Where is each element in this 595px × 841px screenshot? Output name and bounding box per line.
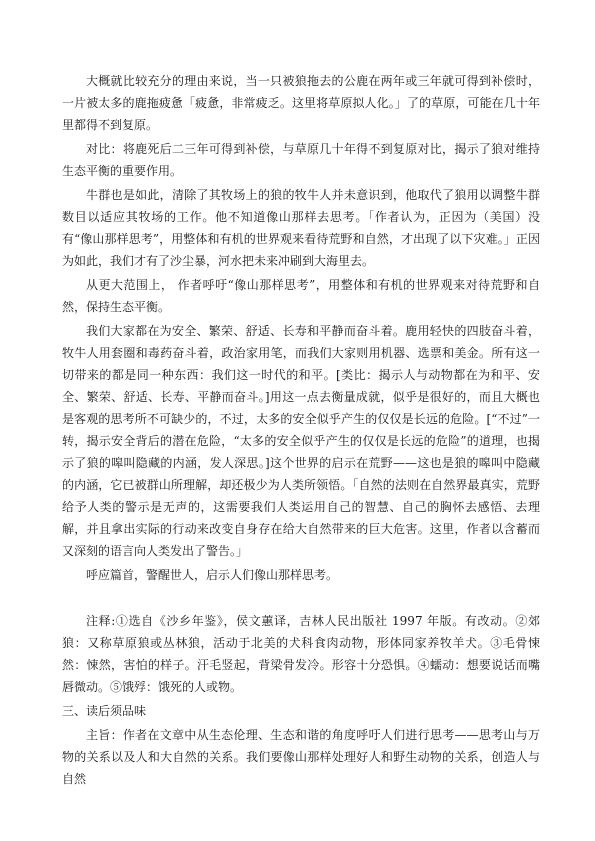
spacer [62, 588, 540, 610]
footnotes: 注释:①选自《沙乡年鉴》，侯文蕙译，吉林人民出版社 1997 年版。有改动。②郊狼：又称草原狼或丛林狼，活动于北美的犬科食肉动物，形体同家养牧羊犬。③毛骨悚然：悚然，害怕的样子。汗毛竖起，背梁骨发冷。形容十分恐惧。④蠕动：想要说话而嘴唇微动。⑤饿殍：饿死的人或物。 [62, 614, 540, 694]
paragraph-conclusion: 呼应篇首，警醒世人，启示人们像山那样思考。 [86, 568, 339, 582]
paragraph-safety-peace: 我们大家都在为安全、繁荣、舒适、长寿和平静而奋斗着。鹿用轻快的四肢奋斗着，牧牛人用套圈和毒药奋斗着，政治家用笔，而我们大家则用机器、选票和美金。所有这一切带来的都是同一种东西：我们这一时代的和平。[类比：揭示人与动物都在为和平、安全、繁荣、舒适、长寿、平静而奋斗。]用这一点去衡量成就，似乎是很好的，而且大概也是客观的思考所不可缺少的，不过，太多的安全似乎产生的仅仅是长远的危险。[“不过”一转，揭示安全背后的潜在危险，“太多的安全似乎产生的仅仅是长远的危险”的道理，也揭示了狼的嗥叫隐藏的内涵，发人深思。]这个世界的启示在荒野——这也是狼的嗥叫中隐藏的内涵，它已被群山所理解，却还极少为人类所领悟。「自然的法则在自然界最真实，荒野给予人类的警示是无声的，这需要我们人类运用自己的智慧、自己的胸怀去感悟、去理解，并且拿出实际的行动来改变自身存在给大自然带来的巨大危害。这里，作者以含蓄而又深刻的语言向人类发出了警告。」 [62, 324, 540, 558]
summary-paragraph: 主旨：作者在文章中从生态伦理、生态和谐的角度呼吁人们进行思考——思考山与万物的关系以及人和大自然的关系。我们要像山那样处理好人和野生动物的关系，创造人与自然 [62, 728, 540, 786]
paragraph-contrast-note: 对比：将鹿死后二三年可得到补偿，与草原几十年得不到复原对比，揭示了狼对维持生态平衡的重要作用。 [62, 142, 540, 178]
paragraph-broader-scope: 从更大范围上， 作者呼吁“像山那样思考”，用整体和有机的世界观来对待荒野和自然，保持生态平衡。 [62, 278, 540, 314]
document-page [62, 70, 540, 792]
paragraph-deer-grassland: 大概就比较充分的理由来说，当一只被狼拖去的公鹿在两年或三年就可得到补偿时，一片被太多的鹿拖疲惫「疲惫，非常疲乏。这里将草原拟人化。」了的草原，可能在几十年里都得不到复原。 [62, 74, 540, 132]
section-heading: 三、读后须品味 [62, 704, 147, 718]
paragraph-cattle: 牛群也是如此，清除了其牧场上的狼的牧牛人并未意识到，他取代了狼用以调整牛群数目以适应其牧场的工作。他不知道像山那样去思考。「作者认为，正因为（美国）没有“像山那样思考”，用整体和有机的世界观来看待荒野和自然，才出现了以下灾难。」正因为如此，我们才有了沙尘暴，河水把未来冲刷到大海里去。 [62, 188, 540, 268]
